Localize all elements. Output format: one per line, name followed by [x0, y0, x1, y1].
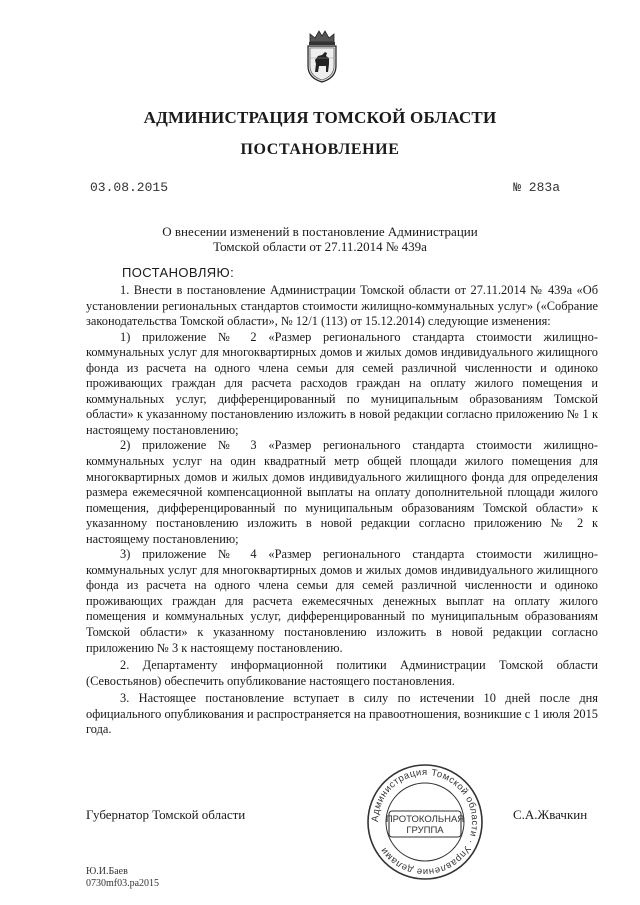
body-paragraph: 3. Настоящее постановление вступает в силу по истечении 10 дней после дня официального опубликования и распространяется на правоотношения, возникшие с 1 июля 2015 года. [86, 691, 598, 737]
document-subject [140, 224, 500, 254]
body-paragraph: 3) приложение № 4 «Размер регионального стандарта стоимости жилищно-коммунальных услуг для многоквартирных домов и жилых домов индивидуального жилищного фонда из расчета на одного члена семьи для семей различной численности и одиноко проживающих граждан для расчета ежемесячных денежных выплат на оплату жилого помещения и коммунальных услуг, дифференцированный по муниципальным образованиям Томской области» к указанному постановлению изложить в новой редакции согласно приложению № 3 к настоящему постановлению. [86, 547, 598, 655]
subject-line: О внесении изменений в постановление Администрации [162, 224, 478, 239]
signatory-name: С.А.Жвачкин [513, 807, 588, 822]
executor-name: Ю.И.Баев [86, 866, 128, 877]
document-body [86, 283, 598, 738]
tomsk-coat-of-arms-icon [302, 28, 342, 84]
stamp-center-line: ПРОТОКОЛЬНАЯ [385, 814, 465, 825]
executor-info [86, 866, 159, 890]
stamp-center-line: ГРУППА [406, 825, 444, 836]
decree-heading: ПОСТАНОВЛЯЮ: [122, 265, 235, 280]
stamp-ring-text: Администрация Томской области · Управление делами [369, 766, 481, 878]
body-paragraph: 2) приложение № 3 «Размер регионального стандарта стоимости жилищно-коммунальных услуг на один квадратный метр общей площади жилого помещения для многоквартирных домов и жилых домов индивидуального жилищного фонда для определения размера ежемесячной компенсационной выплаты на оплату дополнительной площади жилого помещения, дифференцированный по муниципальным образованиям Томской области» к указанному постановлению изложить в новой редакции согласно приложению № 2 к настоящему постановлению; [86, 438, 598, 546]
body-paragraph: 2. Департаменту информационной политики Администрации Томской области (Севостьянов) обеспечить опубликование настоящего постановления. [86, 658, 598, 688]
signatory-title: Губернатор Томской области [86, 807, 246, 822]
document-number: № 283а [513, 180, 560, 195]
body-paragraph: 1) приложение № 2 «Размер регионального стандарта стоимости жилищно-коммунальных услуг для многоквартирных домов и жилых домов индивидуального жилищного фонда из расчета на одного члена семьи для семей различной численности и одиноко проживающих граждан для расчета расходов граждан на оплату жилого помещения и коммунальных услуг, дифференцированный по муниципальным образованиям Томской области» к указанному постановлению изложить в новой редакции согласно приложению № 1 к настоящему постановлению; [86, 329, 598, 437]
executor-code: 0730mf03.pa2015 [86, 878, 160, 889]
document-date: 03.08.2015 [90, 180, 169, 195]
subject-line: Томской области от 27.11.2014 № 439а [213, 239, 427, 254]
body-paragraph: 1. Внести в постановление Администрации Томской области от 27.11.2014 № 439а «Об установлении региональных стандартов стоимости жилищно-коммунальных услуг» («Собрание законодательства Томской области», № 12/1 (113) от 15.12.2014) следующие изменения: [86, 283, 598, 329]
official-stamp [365, 762, 485, 882]
document-type-title: ПОСТАНОВЛЕНИЕ [240, 141, 400, 158]
organization-title: АДМИНИСТРАЦИЯ ТОМСКОЙ ОБЛАСТИ [143, 108, 497, 127]
